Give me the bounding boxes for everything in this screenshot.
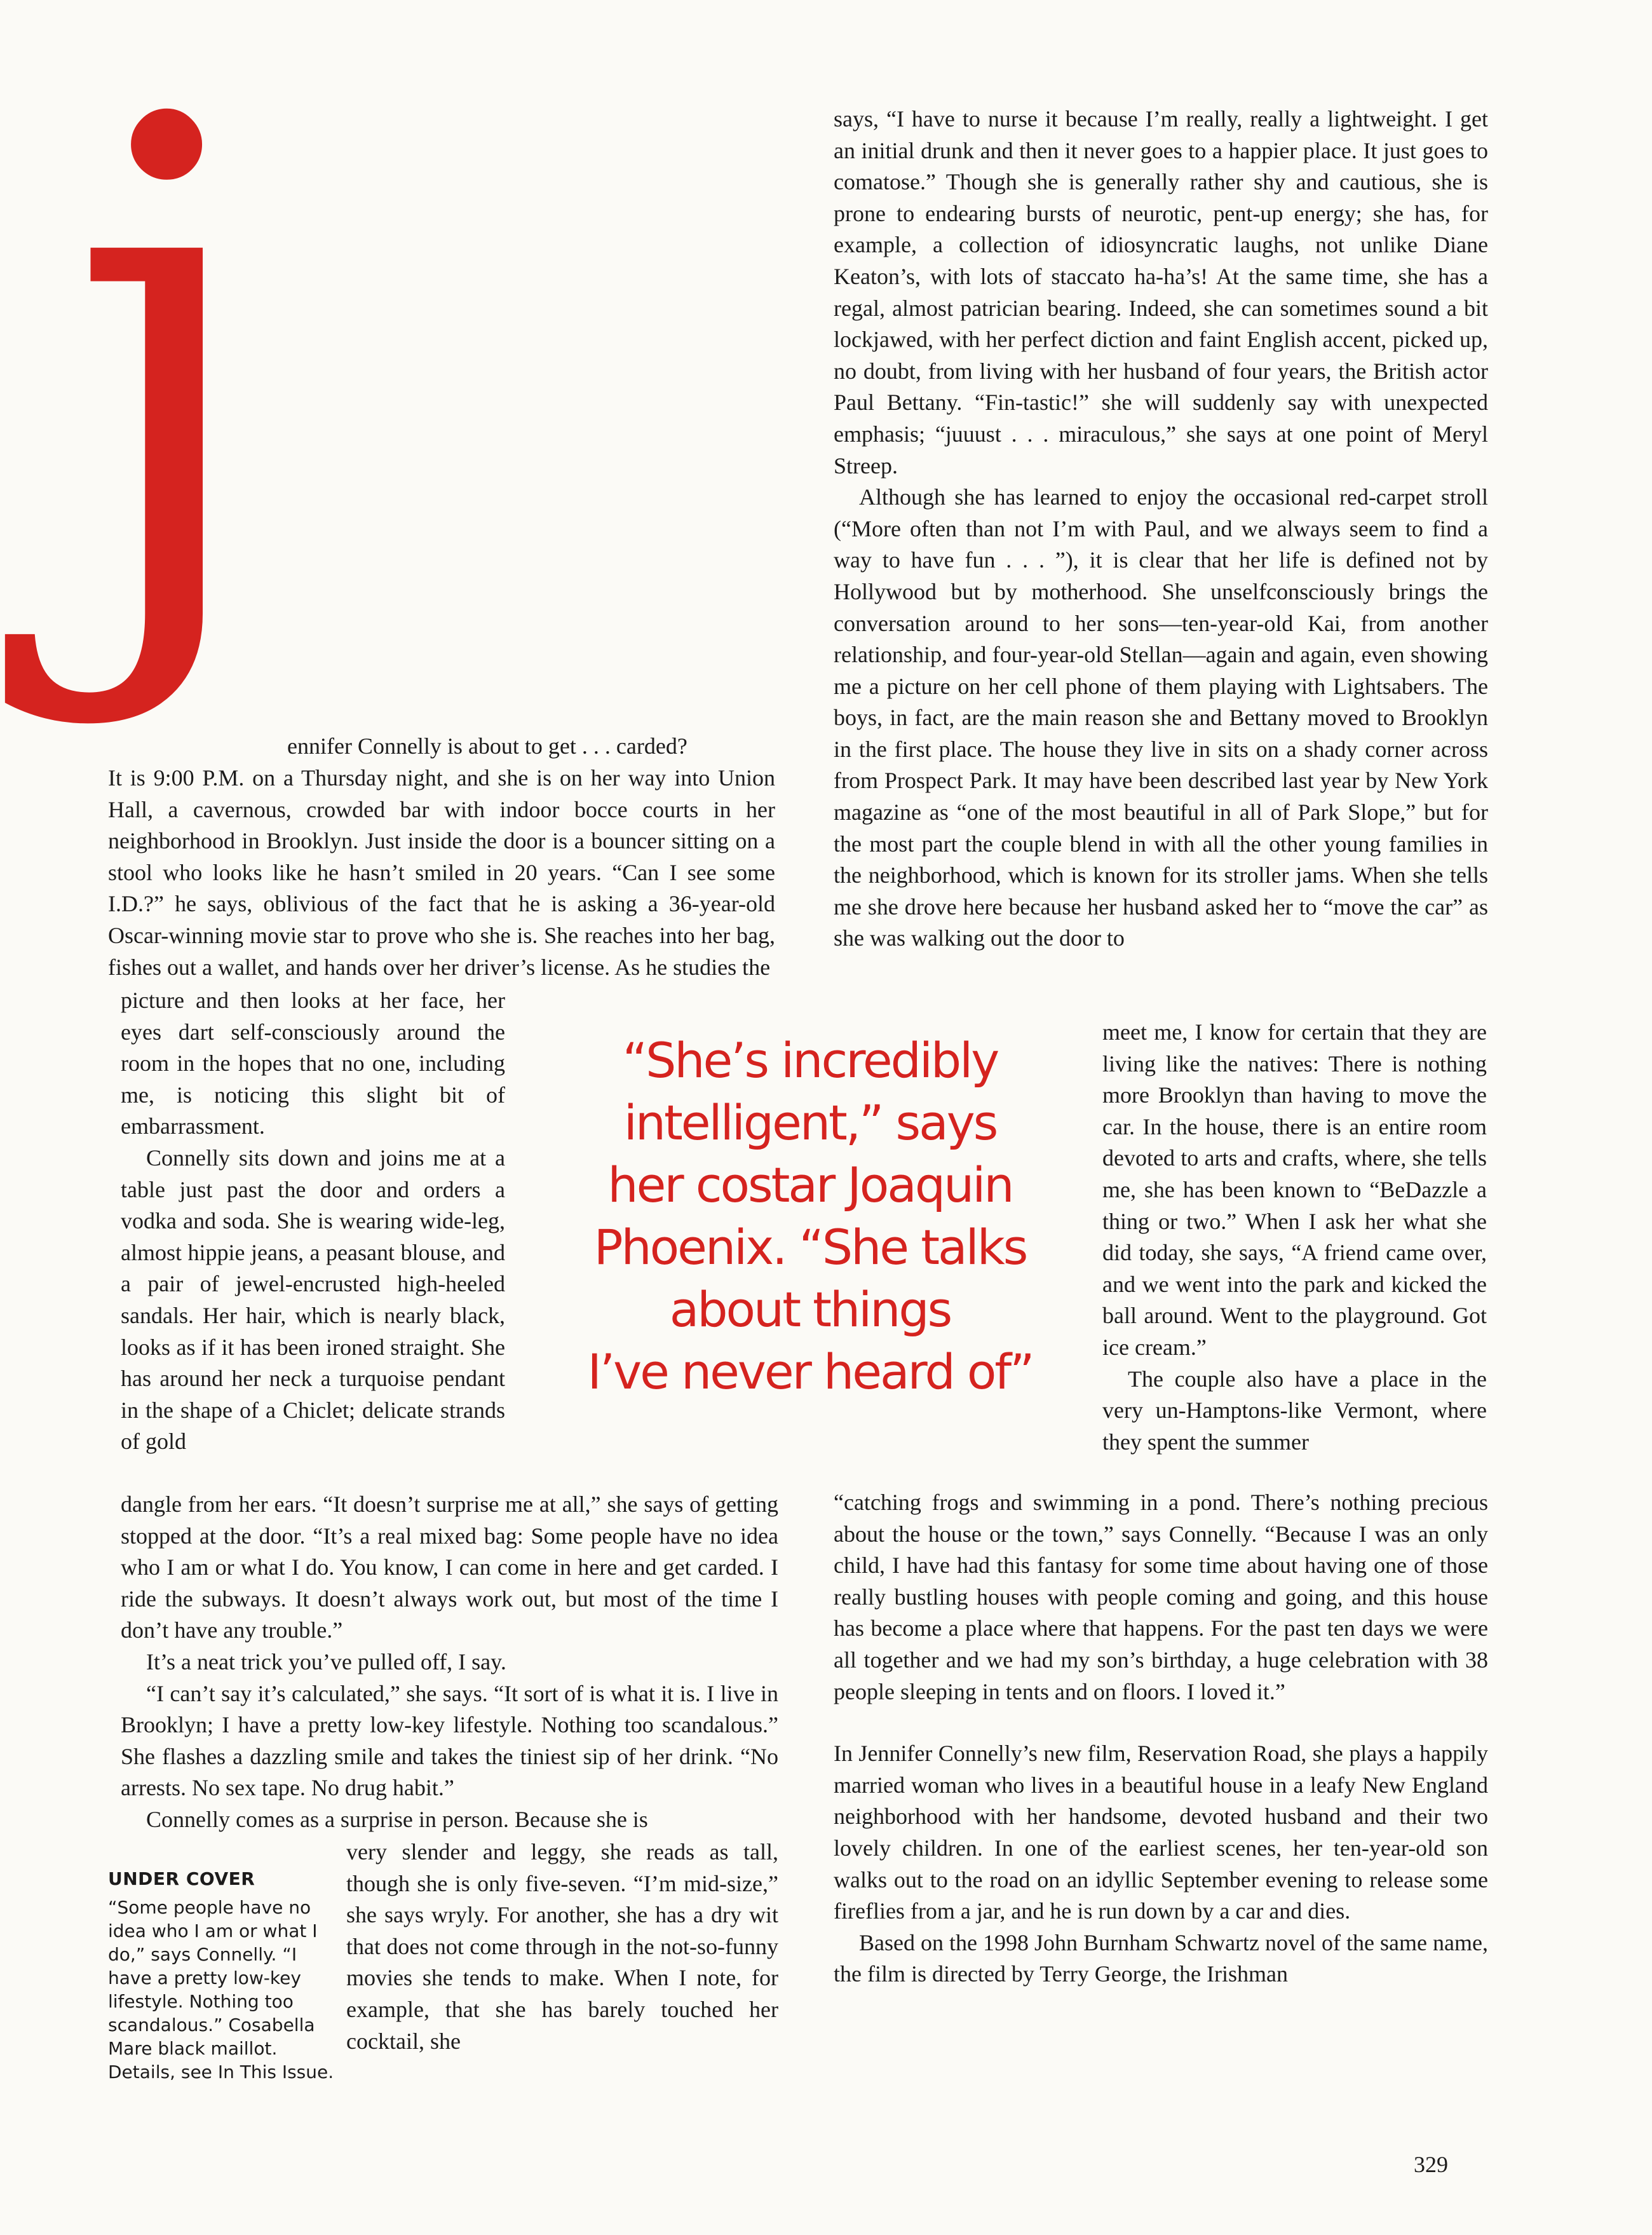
- drop-cap-letter: j: [67, 0, 266, 733]
- paragraph-bottom: very slender and leggy, she reads as tall, though she is only five-seven. “I’m mid-size,” she says wryly. For another, she has a dry wit that does not come through in the not-so-funny movies she tends to make. When I note, for example, that she has barely touched her cocktail, she: [346, 1839, 778, 2054]
- paragraph-wide-b: It’s a neat trick you’ve pulled off, I say.: [146, 1648, 506, 1675]
- pull-quote-line: her costar Joaquin: [607, 1157, 1013, 1213]
- paragraph-narrow-b: Connelly sits down and joins me at a table just past the door and orders a vodka and soda. She is wearing wide-leg, almost hippie jeans, a peasant blouse, and a pair of jewel-encrusted high-heeled sandals. Her hair, which is nearly black, looks as if it has been ironed straight. She has around her neck a turquoise pendant in the shape of a Chiclet; delicate strands of gold: [121, 1145, 505, 1455]
- left-column-bottom: [346, 1837, 778, 2057]
- paragraph-wide-c: “I can’t say it’s calculated,” she says. “It sort of is what it is. I live in Brooklyn; I have a pretty low-key lifestyle. Nothing too scandalous.” She flashes a dazzling smile and takes the tiniest sip of her drink. “No arrests. No sex tape. No drug habit.”: [121, 1680, 778, 1801]
- paragraph-right-wide-c: Based on the 1998 John Burnham Schwartz novel of the same name, the film is directed by Terry George, the Irishman: [834, 1929, 1488, 1987]
- pull-quote: [527, 1029, 1093, 1403]
- paragraph-lead: It is 9:00 P.M. on a Thursday night, and she is on her way into Union Hall, a cavernous, crowded bar with indoor bocce courts in her neighborhood in Brooklyn. Just inside the door is a bouncer sitting on a stool who looks like he hasn’t smiled in 20 years. “Can I see some I.D.?” he says, oblivious of the fact that he is asking a 36-year-old Oscar-winning movie star to prove who she is. She reaches into her bag, fishes out a wallet, and hands over her driver’s license. As he studies the: [108, 765, 775, 980]
- paragraph-right-wide-b: In Jennifer Connelly’s new film, Reservation Road, she plays a happily married woman who lives in a beautiful house in a leafy New England neighborhood with her handsome, devoted husband and their two lovely children. In one of the earliest scenes, her ten-year-old son walks out to the road on an idyllic September evening to release some fireflies from a jar, and he is run down by a car and dies.: [834, 1741, 1488, 1924]
- sidebar-body: “Some people have no idea who I am or what I do,” says Connelly. “I have a pretty low-key lifestyle. Nothing too scandalous.” Cosabella Mare black maillot. Details, see In This Issue.: [108, 1897, 334, 2082]
- photo-caption-sidebar: [108, 1867, 337, 2084]
- paragraph-right-wide-a: “catching frogs and swimming in a pond. There’s nothing precious about the house or the town,” says Connelly. “Because I was an only child, I have had this fantasy for some time about having one of those really bustling houses with people coming and going, and this house has become a place where that happens. For the past ten days we were all together and we had my son’s birthday, a huge celebration with 38 people sleeping in tents and on floors. I loved it.”: [834, 1490, 1488, 1704]
- left-column-wide: [121, 1489, 778, 1836]
- right-column-top: [834, 104, 1488, 954]
- paragraph-wide-d: Connelly comes as a surprise in person. Because she is: [146, 1806, 648, 1832]
- paragraph-right-narrow-a: meet me, I know for certain that they are living like the natives: There is nothing more Brooklyn than having to move the car. In the house, there is an entire room devoted to arts and crafts, where, she tells me, she has been known to “BeDazzle a thing or two.” When I ask her what she did today, she says, “A friend came over, and we went into the park and kicked the ball around. Went to the playground. Got ice cream.”: [1102, 1019, 1487, 1360]
- left-column-lead: [108, 763, 775, 983]
- section-break: [834, 1708, 1488, 1738]
- paragraph-right-a: says, “I have to nurse it because I’m really, really a lightweight. I get an initial drunk and then it never goes to a happier place. It just goes to comatose.” Though she is generally rather shy and cautious, she is prone to endearing bursts of neurotic, pent-up energy; she has, for example, a collection of idiosyncratic laughs, not unlike Diane Keaton’s, with lots of staccato ha-ha’s! At the same time, she has a regal, almost patrician bearing. Indeed, she can sometimes sound a bit lockjawed, with her perfect diction and faint English accent, picked up, no doubt, from living with her husband of four years, the British actor Paul Bettany. “Fin-tastic!” she will suddenly say with unexpected emphasis; “juuust . . . miraculous,” she says at one point of Meryl Streep.: [834, 106, 1488, 479]
- right-column-narrow: [1102, 1017, 1487, 1458]
- paragraph-right-b: Although she has learned to enjoy the occasional red-carpet stroll (“More often than not I’m with Paul, and we always seem to find a way to have fun . . . ”), it is clear that her life is defined not by Hollywood but by motherhood. She unselfconsciously brings the conversation around to her sons—ten-year-old Kai, from another relationship, and four-year-old Stellan—again and again, even showing me a picture on her cell phone of them playing with Lightsabers. The boys, in fact, are the main reason she and Bettany moved to Brooklyn in the first place. The house they live in sits on a shady corner across from Prospect Park. It may have been described last year by New York magazine as “one of the most beautiful in all of Park Slope,” but for the most part the couple blend in with all the other young families in the neighborhood, which is known for its stroller jams. When she tells me she drove here because her husband asked her to “move the car” as she was walking out the door to: [834, 484, 1488, 951]
- pull-quote-line: about things: [669, 1281, 951, 1338]
- paragraph-narrow-a: picture and then looks at her face, her eyes dart self-consciously around the room in the hopes that no one, including me, is noticing this slight bit of embarrassment.: [121, 988, 505, 1139]
- lead-first-line: ennifer Connelly is about to get . . . carded?: [287, 733, 687, 759]
- pull-quote-line: I’ve never heard of”: [587, 1343, 1033, 1400]
- pull-quote-line: Phoenix. “She talks: [593, 1219, 1027, 1275]
- left-column-narrow: [121, 985, 505, 1458]
- pull-quote-line: “She’s incredibly: [622, 1032, 998, 1089]
- pull-quote-line: intelligent,” says: [623, 1094, 997, 1151]
- paragraph-right-narrow-b: The couple also have a place in the very un-Hamptons-like Vermont, where they spent the summer: [1102, 1366, 1487, 1455]
- page-number: 329: [1414, 2152, 1448, 2177]
- right-column-wide: [834, 1487, 1488, 1990]
- paragraph-wide-a: dangle from her ears. “It doesn’t surprise me at all,” she says of getting stopped at the door. “It’s a real mixed bag: Some people have no idea who I am or what I do. You know, I can come in here and get carded. I ride the subways. It doesn’t always work out, but most of the time I don’t have any trouble.”: [121, 1491, 778, 1643]
- sidebar-heading: UNDER COVER: [108, 1868, 255, 1889]
